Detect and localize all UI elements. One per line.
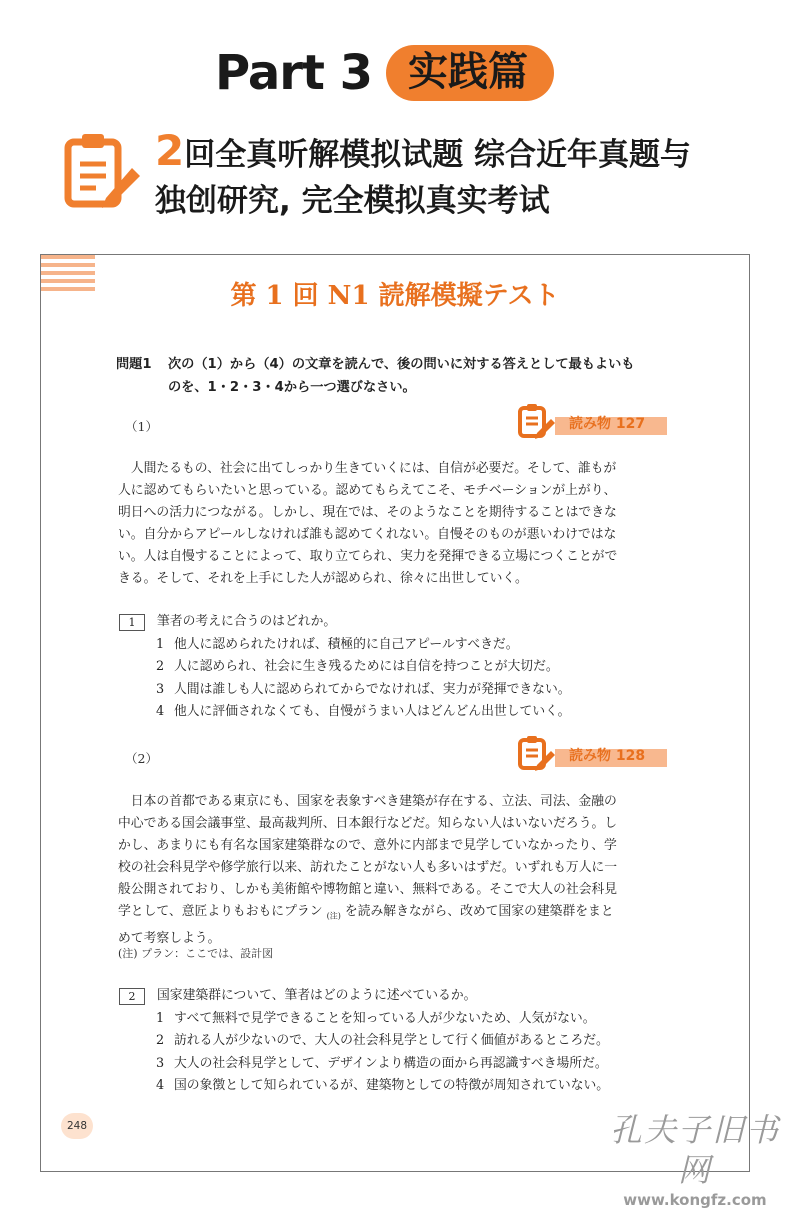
passage-line: い。人は自慢することによって、取り立てられ、実力を発揮できる立場につくことがで: [118, 549, 618, 564]
reading-note-icon: [517, 735, 557, 773]
answer-option[interactable]: 4 他人に評価されなくても、自慢がうまい人はどんどん出世していく。: [156, 704, 571, 719]
answer-option[interactable]: 2 訪れる人が少ないので、大人の社会科見学として行く価値があるところだ。: [156, 1033, 609, 1048]
passage: [118, 458, 668, 590]
note-mark: (注): [326, 911, 341, 921]
feature-number: 2: [155, 126, 185, 175]
answer-option[interactable]: 1 すべて無料で見学できることを知っている人が少ないため、人気がない。: [156, 1010, 596, 1026]
reading-tag-label: 読み物 127: [569, 416, 646, 432]
question-stem: 筆者の考えに合うのはどれか。: [157, 614, 337, 629]
passage: [118, 791, 668, 950]
passage-line: 人間たるもの、社会に出てしっかり生きていくには、自信が必要だ。そして、誰もが: [130, 461, 617, 476]
reading-tag: [517, 735, 667, 773]
passage-line: 明日への活力につながる。しかし、現在では、そのようなことを期待することはできな: [118, 505, 617, 520]
watermark: [600, 1110, 790, 1210]
question: [119, 985, 679, 1098]
passage-line: い。自分からアピールしなければ誰も認めてくれない。自慢そのものが悪いわけではな: [118, 527, 617, 542]
feature-line1: 回全真听解模拟试题 综合近年真题与: [184, 137, 692, 173]
page-number: 248: [61, 1113, 93, 1139]
passage-line: 校の社会科見学や修学旅行以来、訪れたことがない人も多いはずだ。いずれも万人に一: [118, 860, 618, 875]
passage-line: 日本の首都である東京にも、国家を表象すべき建築が存在する、立法、司法、金融の: [130, 794, 617, 809]
instruction: [116, 353, 676, 399]
section-number: （1）: [125, 419, 158, 434]
instruction-label: 問題1: [116, 357, 152, 372]
feature-line2: 独创研究, 完全模拟真实考试: [155, 183, 550, 219]
reading-tag-label: 読み物 128: [569, 748, 646, 764]
watermark-chinese: 孔夫子旧书网: [609, 1111, 780, 1189]
answer-option[interactable]: 1 他人に認められたければ、積極的に自己アピールすべきだ。: [156, 636, 519, 652]
question: [119, 611, 679, 724]
book-page: [40, 254, 750, 1172]
part-label: Part 3: [215, 45, 373, 101]
watermark-url: www.kongfz.com: [623, 1191, 767, 1209]
passage-line-with-note: 学として、意匠よりもおもにプラン $_{(注)}$ を読み解きながら、改めて国家の建築群をまと: [118, 904, 614, 921]
reading-tag: [517, 403, 667, 441]
instruction-line2: のを、1・2・3・4から一つ選びなさい。: [168, 380, 416, 395]
question-stem: 国家建築群について、筆者はどのように述べているか。: [157, 988, 477, 1003]
passage-line: きる。そして、それを上手にした人が認められ、徐々に出世していく。: [118, 571, 528, 586]
document-pen-icon: [62, 132, 140, 218]
header-title: [215, 42, 554, 104]
feature-text: [155, 128, 775, 224]
passage-note: (注) プラン：ここでは、設計図: [118, 947, 274, 960]
passage-line: 人に認めてもらいたいと思っている。認めてもらえてこそ、モチベーションが上がり、: [118, 483, 617, 498]
passage-line: めて考察しよう。: [118, 930, 221, 946]
page-title: 第 1 回 N1 読解模擬テスト: [230, 281, 560, 311]
answer-option[interactable]: 2 人に認められ、社会に生き残るためには自信を持つことが大切だ。: [156, 659, 559, 674]
passage-line: 般公開されており、しかも美術館や博物館と違い、無料である。そこで大人の社会科見: [118, 882, 618, 897]
answer-option[interactable]: 3 大人の社会科見学として、デザインより構造の面から再認識すべき場所だ。: [156, 1055, 608, 1071]
passage-line: かし、あまりにも有名な国家建築群なので、意外に内部まで見学していなかったり、学: [118, 838, 617, 853]
passage-line: 中心である国会議事堂、最高裁判所、日本銀行などだ。知らない人はいないだろう。し: [118, 816, 618, 831]
answer-option[interactable]: 3 人間は誰しも人に認められてからでなければ、実力が発揮できない。: [156, 681, 571, 697]
reading-note-icon: [517, 403, 557, 441]
section-pill: 实践篇: [386, 45, 554, 101]
question-number-box: 2: [119, 988, 145, 1005]
instruction-line1: 次の（1）から（4）の文章を読んで、後の問いに対する答えとして最もよいも: [168, 357, 635, 372]
question-number-box: 1: [119, 614, 145, 631]
answer-option[interactable]: 4 国の象徴として知られているが、建築物としての特徴が周知されていない。: [156, 1078, 610, 1093]
section-number: （2）: [125, 751, 158, 766]
